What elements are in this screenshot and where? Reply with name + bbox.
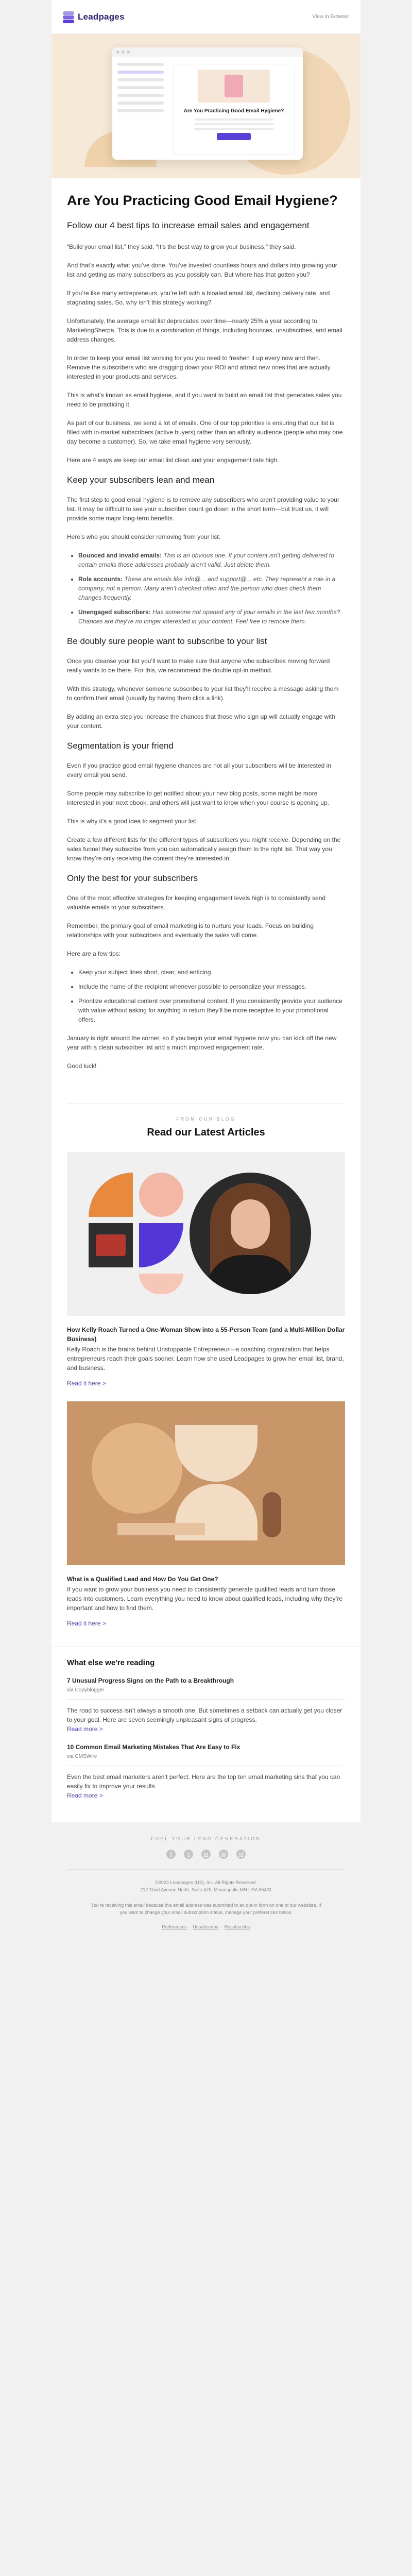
tips-list (78, 968, 345, 1024)
intro-paragraph: This is what’s known as email hygiene, and if you want to build an email list that generates sales you need to be practicing it. (67, 392, 342, 408)
section-heading: Be doubly sure people want to subscribe to your list (67, 636, 267, 646)
linkedin-icon[interactable]: in (201, 1850, 211, 1859)
section-heading: Only the best for your subscribers (67, 873, 198, 883)
mockup-email-preview (173, 64, 295, 155)
intro-paragraph: “Build your email list,” they said. “It’s the best way to grow your business,” they said. (67, 243, 296, 250)
leadpages-logo-icon (63, 11, 74, 23)
blog-eyebrow: FROM OUR BLOG (176, 1116, 236, 1122)
footer-eyebrow: FUEL YOUR LEAD GENERATION (151, 1836, 261, 1841)
blog-title: Read our Latest Articles (147, 1127, 265, 1138)
hero-image (52, 34, 360, 178)
footer-note: You’re receiving this email because this email address was submitted to an opt-in form on one of our websites. If you want to change your email subscription status, manage your preferences below. (91, 1903, 321, 1915)
section-paragraph: Some people may subscribe to get notified about your new blog posts, some might be more interested in your next ebook, and others will just want to know when your course is opening up. (67, 790, 329, 806)
article-description: Kelly Roach is the brains behind Unstoppable Entrepreneur—a coaching organization that helps entrepreneurs reach their goals sooner. Learn how she used Leadpages to grow her email list, brand, and business. (67, 1346, 344, 1371)
list-item: • Prioritize educational content over promotional content. If you consistently provide your audience with value without asking for anything in return they’ll be more receptive to your promotional offers. (78, 996, 345, 1024)
mockup-preview-lines (194, 118, 273, 130)
list-item (78, 574, 345, 602)
logo-text: Leadpages (78, 11, 125, 22)
instagram-icon[interactable]: ig (219, 1850, 228, 1859)
article-image-qualified-lead[interactable] (67, 1401, 345, 1565)
list-item (78, 607, 345, 626)
section-paragraph: Once you cleanse your list you’ll want to make sure that anyone who subscribes moving forward really wants to be there. For this, we recommend the double opt-in method. (67, 657, 330, 674)
section-heading: Keep your subscribers lean and mean (67, 475, 215, 485)
view-in-browser-link[interactable]: View in Browser (312, 14, 349, 20)
intro-paragraph: And that’s exactly what you’ve done. You’ve invested countless hours and dollars into growing your list and getting as many subscribers as you possibly can. But where has that gotten you? (67, 262, 337, 278)
section-paragraph: Here are a few tips: (67, 950, 121, 957)
section-heading: Segmentation is your friend (67, 741, 174, 751)
mockup-preview-image (198, 70, 270, 103)
blog-section (52, 1104, 360, 1647)
section-paragraph: Even if you practice good email hygiene chances are not all your subscribers will be interested in every email you send. (67, 762, 331, 778)
reading-section (52, 1647, 360, 1822)
intro-paragraph: In order to keep your email list working for you you need to freshen it up every now and then. Remove the subscribers who are dragging down your ROI and attract new ones that are actually interested in your products and services. (67, 354, 331, 380)
bullet-label: Unengaged subscribers: (78, 608, 151, 616)
article-headline: What is a Qualified Lead and How Do You Get One? (67, 1575, 218, 1583)
section-paragraph: Here’s who you should consider removing from your list: (67, 533, 220, 540)
bullet-text: Has someone not opened any of your emails in the last few months? Chances are they’re no longer interested in your content. Feel free to remove them. (78, 608, 340, 625)
unsubscribe-link[interactable]: Unsubscribe (193, 1924, 219, 1929)
footer-divider (67, 1869, 345, 1870)
preferences-link[interactable]: Preferences (162, 1924, 187, 1929)
bullet-label: Role accounts: (78, 575, 123, 583)
email-builder-mockup (112, 47, 303, 160)
article-headline: How Kelly Roach Turned a One-Woman Show into a 55-Person Team (and a Multi-Million Dollar Business) (67, 1326, 345, 1343)
list-item: • Keep your subject lines short, clear, and enticing. (78, 968, 345, 977)
reading-headline: 10 Common Email Marketing Mistakes That Are Easy to Fix (67, 1743, 241, 1751)
mockup-titlebar (112, 47, 303, 57)
section-paragraph: This is why it’s a good idea to segment your list. (67, 818, 198, 825)
section-paragraph: One of the most effective strategies for keeping engagement levels high is to consistently send valuable emails to your subscribers. (67, 894, 326, 911)
intro-paragraph: As part of our business, we send a lot of emails. One of our top priorities is ensuring that our list is filled with in-market subscribers (active buyers) rather than an affinity audience (people who may one day become a customer). So, we take email hygiene very seriously. (67, 419, 343, 445)
mockup-preview-title: Are You Practicing Good Email Hygiene? (183, 108, 284, 114)
bullet-text: This is an obvious one. If your content isn’t getting delivered to certain emails those addresses probably aren’t valid. Just delete them. (78, 552, 334, 568)
read-more-link[interactable]: Read more > (67, 1792, 103, 1799)
article-description: If you want to grow your business you need to consistently generate qualified leads and turn those leads into customers. Learn everything you need to know about qualified leads, including why they’re important and how to find them. (67, 1586, 342, 1612)
reading-headline: 7 Unusual Progress Signs on the Path to a Breakthrough (67, 1677, 234, 1684)
section-paragraph: Remember, the primary goal of email marketing is to nurture your leads. Focus on building relationships with your subscribers and eventually the sales will come. (67, 922, 314, 939)
removal-list (78, 551, 345, 626)
footer-address: 212 Third Avenue North, Suite 475, Minneapolis MN USA 55401 (140, 1887, 272, 1892)
reading-divider (67, 1699, 345, 1700)
logo[interactable] (63, 11, 125, 23)
bullet-text: These are emails like info@... and support@... etc. They represent a role in a company, not a person. Many aren’t checked often and the person who does check them changes frequently. (78, 575, 336, 601)
article-title: Are You Practicing Good Email Hygiene? (67, 193, 338, 208)
read-more-link[interactable]: Read more > (67, 1725, 103, 1733)
bullet-label: Bounced and invalid emails: (78, 552, 162, 559)
read-it-here-link[interactable]: Read it here > (67, 1620, 106, 1627)
closing-line: Good luck! (67, 1062, 97, 1070)
mockup-sidebar (117, 63, 164, 117)
facebook-icon[interactable]: f (166, 1850, 176, 1859)
footer (52, 1822, 360, 1950)
article-subtitle: Follow our 4 best tips to increase email sales and engagement (67, 221, 310, 230)
intro-paragraph: Unfortunately, the average email list depreciates over time—nearly 25% a year according to MarketingSherpa. This is due to a combination of things, including bounces, unsubscribes, and email address changes. (67, 317, 342, 343)
portrait-photo (190, 1173, 311, 1294)
reading-title: What else we're reading (67, 1658, 155, 1667)
list-item: • Include the name of the recipient whenever possible to personalize your messages. (78, 982, 345, 991)
reading-description: Even the best email marketers aren’t perfect. Here are the top ten email marketing sins that you can easily fix to improve your results. (67, 1773, 340, 1790)
read-it-here-link[interactable]: Read it here > (67, 1380, 106, 1387)
list-item (78, 551, 345, 569)
mockup-preview-button (217, 133, 251, 140)
reading-source: via Copyblogger (67, 1687, 105, 1693)
email-card (52, 0, 360, 1822)
article-image-kelly-roach[interactable] (67, 1152, 345, 1316)
reading-source: via CMSWire (67, 1754, 97, 1759)
twitter-icon[interactable]: t (184, 1850, 193, 1859)
intro-paragraph: If you’re like many entrepreneurs, you’re left with a bloated email list, declining delivery rate, and stagnating sales. So, why isn’t this strategy working? (67, 290, 330, 306)
resubscribe-link[interactable]: Resubscribe (224, 1924, 250, 1929)
header-bar (52, 0, 360, 34)
section-paragraph: With this strategy, whenever someone subscribes to your list they’ll receive a message asking them to confirm their email (usually by having them click a link). (67, 685, 339, 702)
section-paragraph: January is right around the corner, so if you begin your email hygiene now you can kick off the new year with a clean subscriber list and a much improved engagement rate. (67, 1035, 337, 1051)
section-paragraph: Create a few different lists for the different types of subscribers you might receive. Depending on the sales funnel they subscribe from you can automatically assign them to the right list. That way you know they’re only receiving the content they’re interested in. (67, 836, 341, 862)
intro-paragraph: Here are 4 ways we keep our email list clean and your engagement rate high. (67, 456, 279, 464)
youtube-icon[interactable]: yt (236, 1850, 246, 1859)
reading-description: The road to success isn’t always a smooth one. But sometimes a setback can actually get you closer to your goal. Here are seven seemingly unpleasant signs of progress. (67, 1707, 342, 1723)
section-paragraph: By adding an extra step you increase the chances that those who sign up will actually engage with your content. (67, 713, 335, 730)
footer-copyright: ©2023 Leadpages (US), Inc. All Rights Reserved. (155, 1880, 257, 1885)
footer-links: Preferences · Unsubscribe · Resubscribe (162, 1924, 250, 1929)
article-body (52, 178, 360, 1090)
section-paragraph: The first step to good email hygiene is to remove any subscribers who aren’t providing value to your list. It may be difficult to see your subscriber count go down in the short term—but trust us, it will provide some major long-term benefits. (67, 496, 339, 522)
social-links (67, 1850, 345, 1859)
